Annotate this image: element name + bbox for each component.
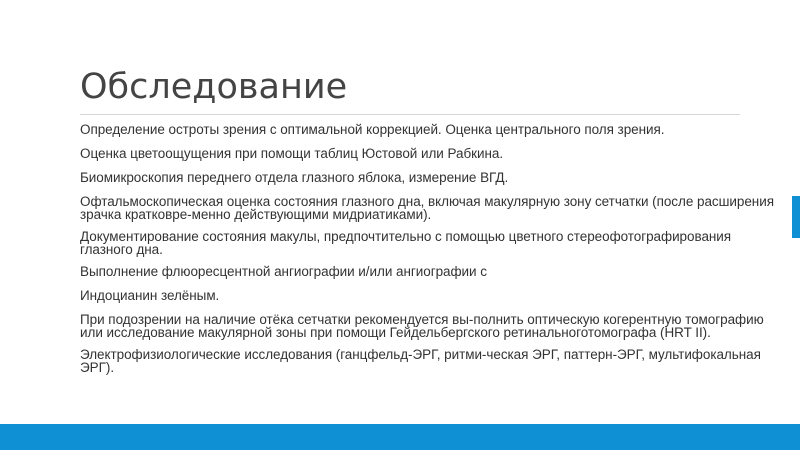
paragraph-indocyanine-green: Индоцианин зелёным. (80, 288, 220, 303)
side-accent-notch (792, 196, 800, 238)
paragraph-electrophysiology: Электрофизиологические исследования (ганцфельд-ЭРГ, ритми-ческая ЭРГ, паттерн-ЭРГ, мультифокальная ЭРГ). (80, 347, 761, 375)
paragraph-color-perception: Оценка цветоощущения при помощи таблиц Юстовой или Рабкина. (80, 146, 504, 161)
paragraph-oct: При подозрении на наличие отёка сетчатки рекомендуется вы-полнить оптическую когерентную томографию или исследование макулярной зоны при помощи Гейдельбергского ретинальноготомографа (HRT II). (80, 312, 764, 340)
slide-title: Обследование (80, 67, 348, 107)
paragraph-macula-documentation: Документирование состояния макулы, предпочтительно с помощью цветного стереофотографирования глазного дна. (80, 229, 732, 257)
title-divider (80, 114, 740, 115)
paragraph-ophthalmoscopy: Офтальмоскопическая оценка состояния глазного дна, включая макулярную зону сетчатки (после расширения зрачка кратковре-менно действующими мидриатиками). (80, 194, 774, 222)
paragraph-biomicroscopy: Биомикроскопия переднего отдела глазного яблока, измерение ВГД. (80, 170, 509, 185)
paragraph-fluorescein-angiography: Выполнение флюоресцентной ангиографии и/или ангиографии с (80, 264, 487, 279)
slide-body (80, 123, 780, 383)
bottom-accent-bar (0, 424, 800, 450)
paragraph-visual-acuity: Определение остроты зрения с оптимальной коррекцией. Оценка центрального поля зрения. (80, 122, 665, 137)
